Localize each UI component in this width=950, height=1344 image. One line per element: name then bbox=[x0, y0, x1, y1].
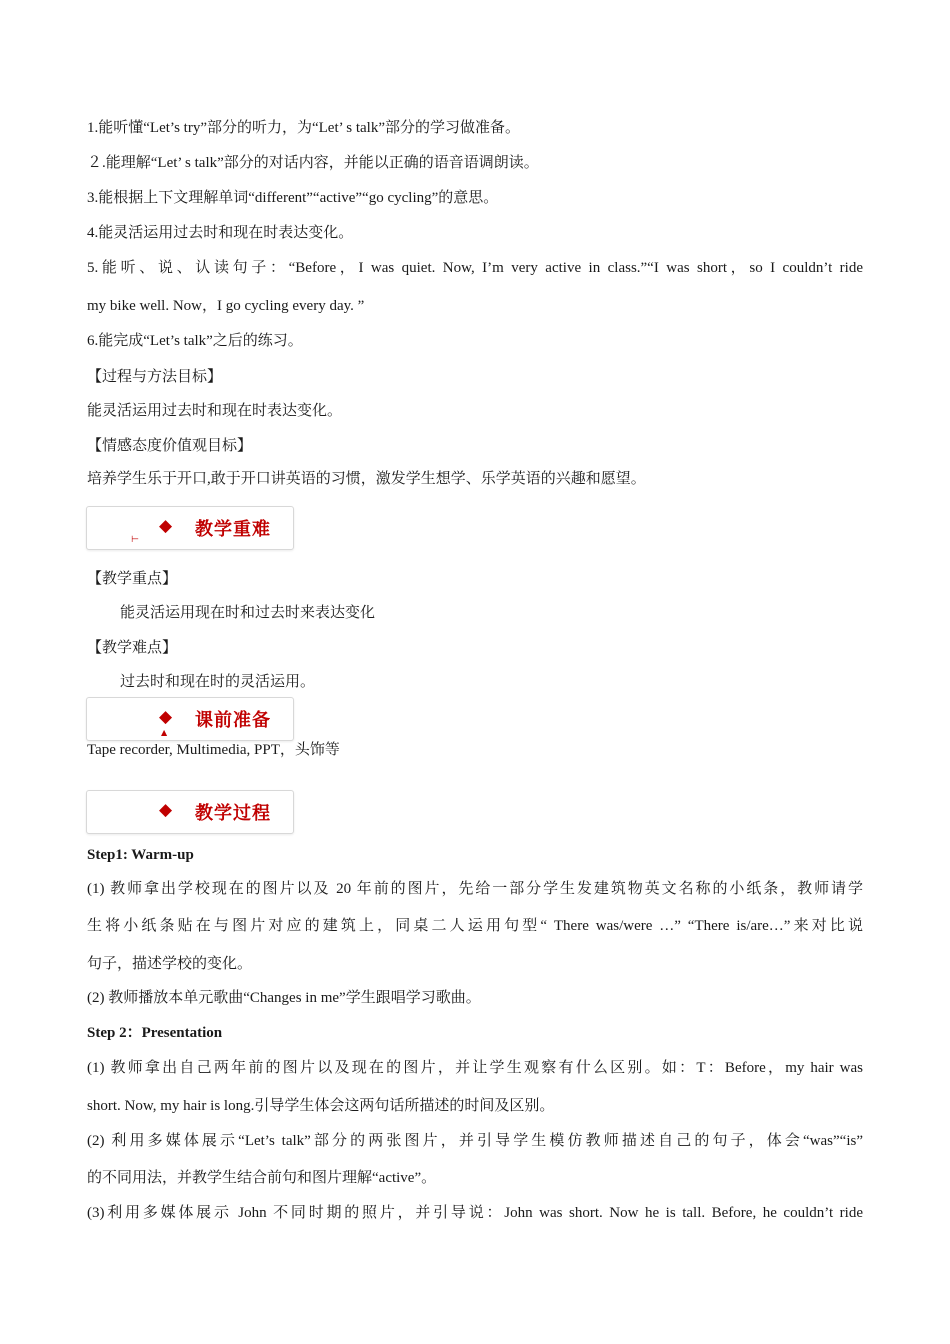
key-point-heading: 【教学重点】 bbox=[87, 571, 178, 587]
section-header-process bbox=[86, 790, 294, 834]
objective-5: 5.能听、说、认读句子：“Before，I was quiet. Now, I’m very active in class.”“I was short，so I couldn’t ride bbox=[87, 260, 863, 276]
process-goal-text: 能灵活运用过去时和现在时表达变化。 bbox=[87, 403, 343, 419]
step2-line-5: (3)利用多媒体展示 John 不同时期的照片，并引导说：John was short. Now he is tall. Before, he couldn’t ride bbox=[87, 1205, 863, 1221]
diamond-icon: ◆ bbox=[159, 516, 173, 536]
objective-1: 1.能听懂“Let’s try”部分的听力，为“Let’ s talk”部分的学习做准备。 bbox=[87, 120, 520, 136]
objective-5-cont: my bike well. Now，I go cycling every day. ” bbox=[87, 298, 365, 314]
anchor-mark-icon: ⊢ bbox=[131, 535, 139, 545]
key-point-text: 能灵活运用现在时和过去时来表达变化 bbox=[120, 605, 376, 621]
emotion-goal-text: 培养学生乐于开口,敢于开口讲英语的习惯，激发学生想学、乐学英语的兴趣和愿望。 bbox=[87, 471, 646, 487]
difficulty-text: 过去时和现在时的灵活运用。 bbox=[120, 674, 316, 690]
step1-line-4: (2) 教师播放本单元歌曲“Changes in me”学生跟唱学习歌曲。 bbox=[87, 990, 481, 1006]
step1-line-1: (1) 教师拿出学校现在的图片以及 20 年前的图片，先给一部分学生发建筑物英文名称的小纸条，教师请学 bbox=[87, 881, 863, 897]
step2-line-3: (2) 利用多媒体展示“Let’s talk”部分的两张图片，并引导学生模仿教师描述自己的句子，体会“was”“is” bbox=[87, 1133, 863, 1149]
anchor-mark-icon: ▲ bbox=[161, 728, 168, 737]
step2-line-4: 的不同用法，并教学生结合前句和图片理解“active”。 bbox=[87, 1170, 437, 1186]
objective-6: 6.能完成“Let’s talk”之后的练习。 bbox=[87, 333, 303, 349]
step1-title: Step1: Warm-up bbox=[87, 847, 194, 863]
difficulty-heading: 【教学难点】 bbox=[87, 640, 178, 656]
section-title: 教学过程 bbox=[195, 803, 271, 824]
section-header-prep bbox=[86, 697, 294, 741]
diamond-icon: ◆ bbox=[159, 800, 173, 820]
section-header-difficulty bbox=[86, 506, 294, 550]
objective-3: 3.能根据上下文理解单词“different”“active”“go cycling”的意思。 bbox=[87, 190, 499, 206]
step2-title: Step 2：Presentation bbox=[87, 1025, 223, 1041]
emotion-goal-heading: 【情感态度价值观目标】 bbox=[87, 438, 253, 454]
process-goal-heading: 【过程与方法目标】 bbox=[87, 369, 223, 385]
section-title: 教学重难 bbox=[195, 519, 271, 540]
step1-line-2: 生将小纸条贴在与图片对应的建筑上，同桌二人运用句型“ There was/were …” “There is/are…”来对比说 bbox=[87, 918, 863, 934]
step2-line-2: short. Now, my hair is long.引导学生体会这两句话所描述的时间及区别。 bbox=[87, 1098, 555, 1114]
diamond-icon: ◆ bbox=[159, 707, 173, 727]
objective-4: 4.能灵活运用过去时和现在时表达变化。 bbox=[87, 225, 354, 241]
section-title: 课前准备 bbox=[195, 710, 271, 731]
step2-line-1: (1) 教师拿出自己两年前的图片以及现在的图片，并让学生观察有什么区别。如：T：Before，my hair was bbox=[87, 1060, 863, 1076]
objective-2: ２.能理解“Let’ s talk”部分的对话内容，并能以正确的语音语调朗读。 bbox=[87, 155, 539, 171]
prep-text: Tape recorder, Multimedia, PPT，头饰等 bbox=[87, 742, 340, 758]
step1-line-3: 句子，描述学校的变化。 bbox=[87, 956, 253, 972]
